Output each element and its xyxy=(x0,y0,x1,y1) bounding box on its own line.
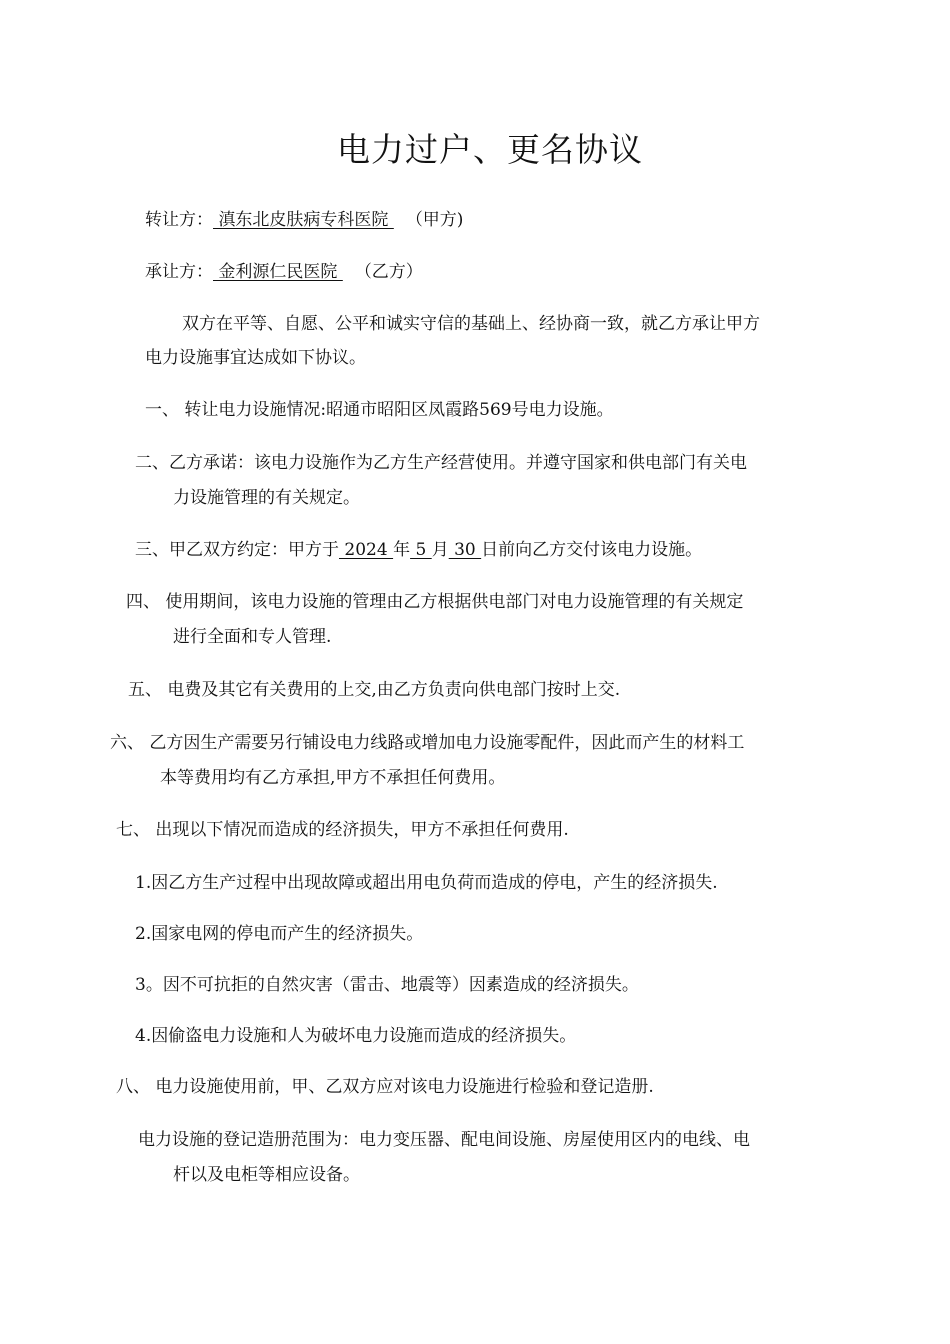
clause-1: 一、 转让电力设施情况:昭通市昭阳区凤霞路569号电力设施。 xyxy=(145,400,614,420)
clause-3-pre: 三、甲乙双方约定：甲方于 xyxy=(135,540,339,560)
clause-3-post: 日前向乙方交付该电力设施。 xyxy=(481,540,703,560)
clause-2-line-1: 二、乙方承诺：该电力设施作为乙方生产经营使用。并遵守国家和供电部门有关电 xyxy=(135,453,747,473)
intro-line-1: 双方在平等、自愿、公平和诚实守信的基础上、经协商一致，就乙方承让甲方 xyxy=(182,314,760,334)
clause-4-line-2: 进行全面和专人管理. xyxy=(173,627,332,647)
month-unit: 月 xyxy=(431,540,449,560)
intro-line-2: 电力设施事宜达成如下协议。 xyxy=(145,348,366,368)
transferee-name: 金利源仁民医院 xyxy=(213,262,343,282)
transferee-line xyxy=(145,260,423,284)
clause-7-item-1: 1.因乙方生产过程中出现故障或超出用电负荷而造成的停电，产生的经济损失. xyxy=(135,873,718,893)
transferor-line xyxy=(145,208,463,232)
clause-8-scope-line-2: 杆以及电柜等相应设备。 xyxy=(173,1165,360,1185)
delivery-year: 2024 xyxy=(339,540,394,560)
clause-7: 七、 出现以下情况而造成的经济损失，甲方不承担任何费用. xyxy=(116,820,569,840)
delivery-day: 30 xyxy=(448,540,482,560)
clause-3 xyxy=(135,538,702,562)
clause-4-line-1: 四、 使用期间，该电力设施的管理由乙方根据供电部门对电力设施管理的有关规定 xyxy=(126,592,744,612)
clause-7-item-4: 4.因偷盗电力设施和人为破坏电力设施而造成的经济损失。 xyxy=(135,1026,577,1046)
transferee-role: （乙方） xyxy=(354,262,423,282)
clause-7-item-3: 3。因不可抗拒的自然灾害（雷击、地震等）因素造成的经济损失。 xyxy=(135,975,639,995)
clause-5: 五、 电费及其它有关费用的上交,由乙方负责向供电部门按时上交. xyxy=(128,680,621,700)
clause-7-item-2: 2.国家电网的停电而产生的经济损失。 xyxy=(135,924,424,944)
clause-8: 八、 电力设施使用前，甲、乙双方应对该电力设施进行检验和登记造册. xyxy=(116,1077,654,1097)
clause-6-line-1: 六、 乙方因生产需要另行铺设电力线路或增加电力设施零配件，因此而产生的材料工 xyxy=(110,733,745,753)
clause-2-line-2: 力设施管理的有关规定。 xyxy=(173,488,360,508)
document-title: 电力过户、更名协议 xyxy=(337,130,643,169)
transferee-label: 承让方： xyxy=(145,262,213,282)
clause-8-scope-line-1: 电力设施的登记造册范围为：电力变压器、配电间设施、房屋使用区内的电线、电 xyxy=(138,1130,750,1150)
transferor-label: 转让方： xyxy=(145,210,213,230)
transferor-name: 滇东北皮肤病专科医院 xyxy=(213,210,394,230)
transferor-role: （甲方) xyxy=(405,210,464,230)
delivery-month: 5 xyxy=(410,540,432,560)
year-unit: 年 xyxy=(393,540,411,560)
clause-6-line-2: 本等费用均有乙方承担,甲方不承担任何费用。 xyxy=(160,768,506,788)
